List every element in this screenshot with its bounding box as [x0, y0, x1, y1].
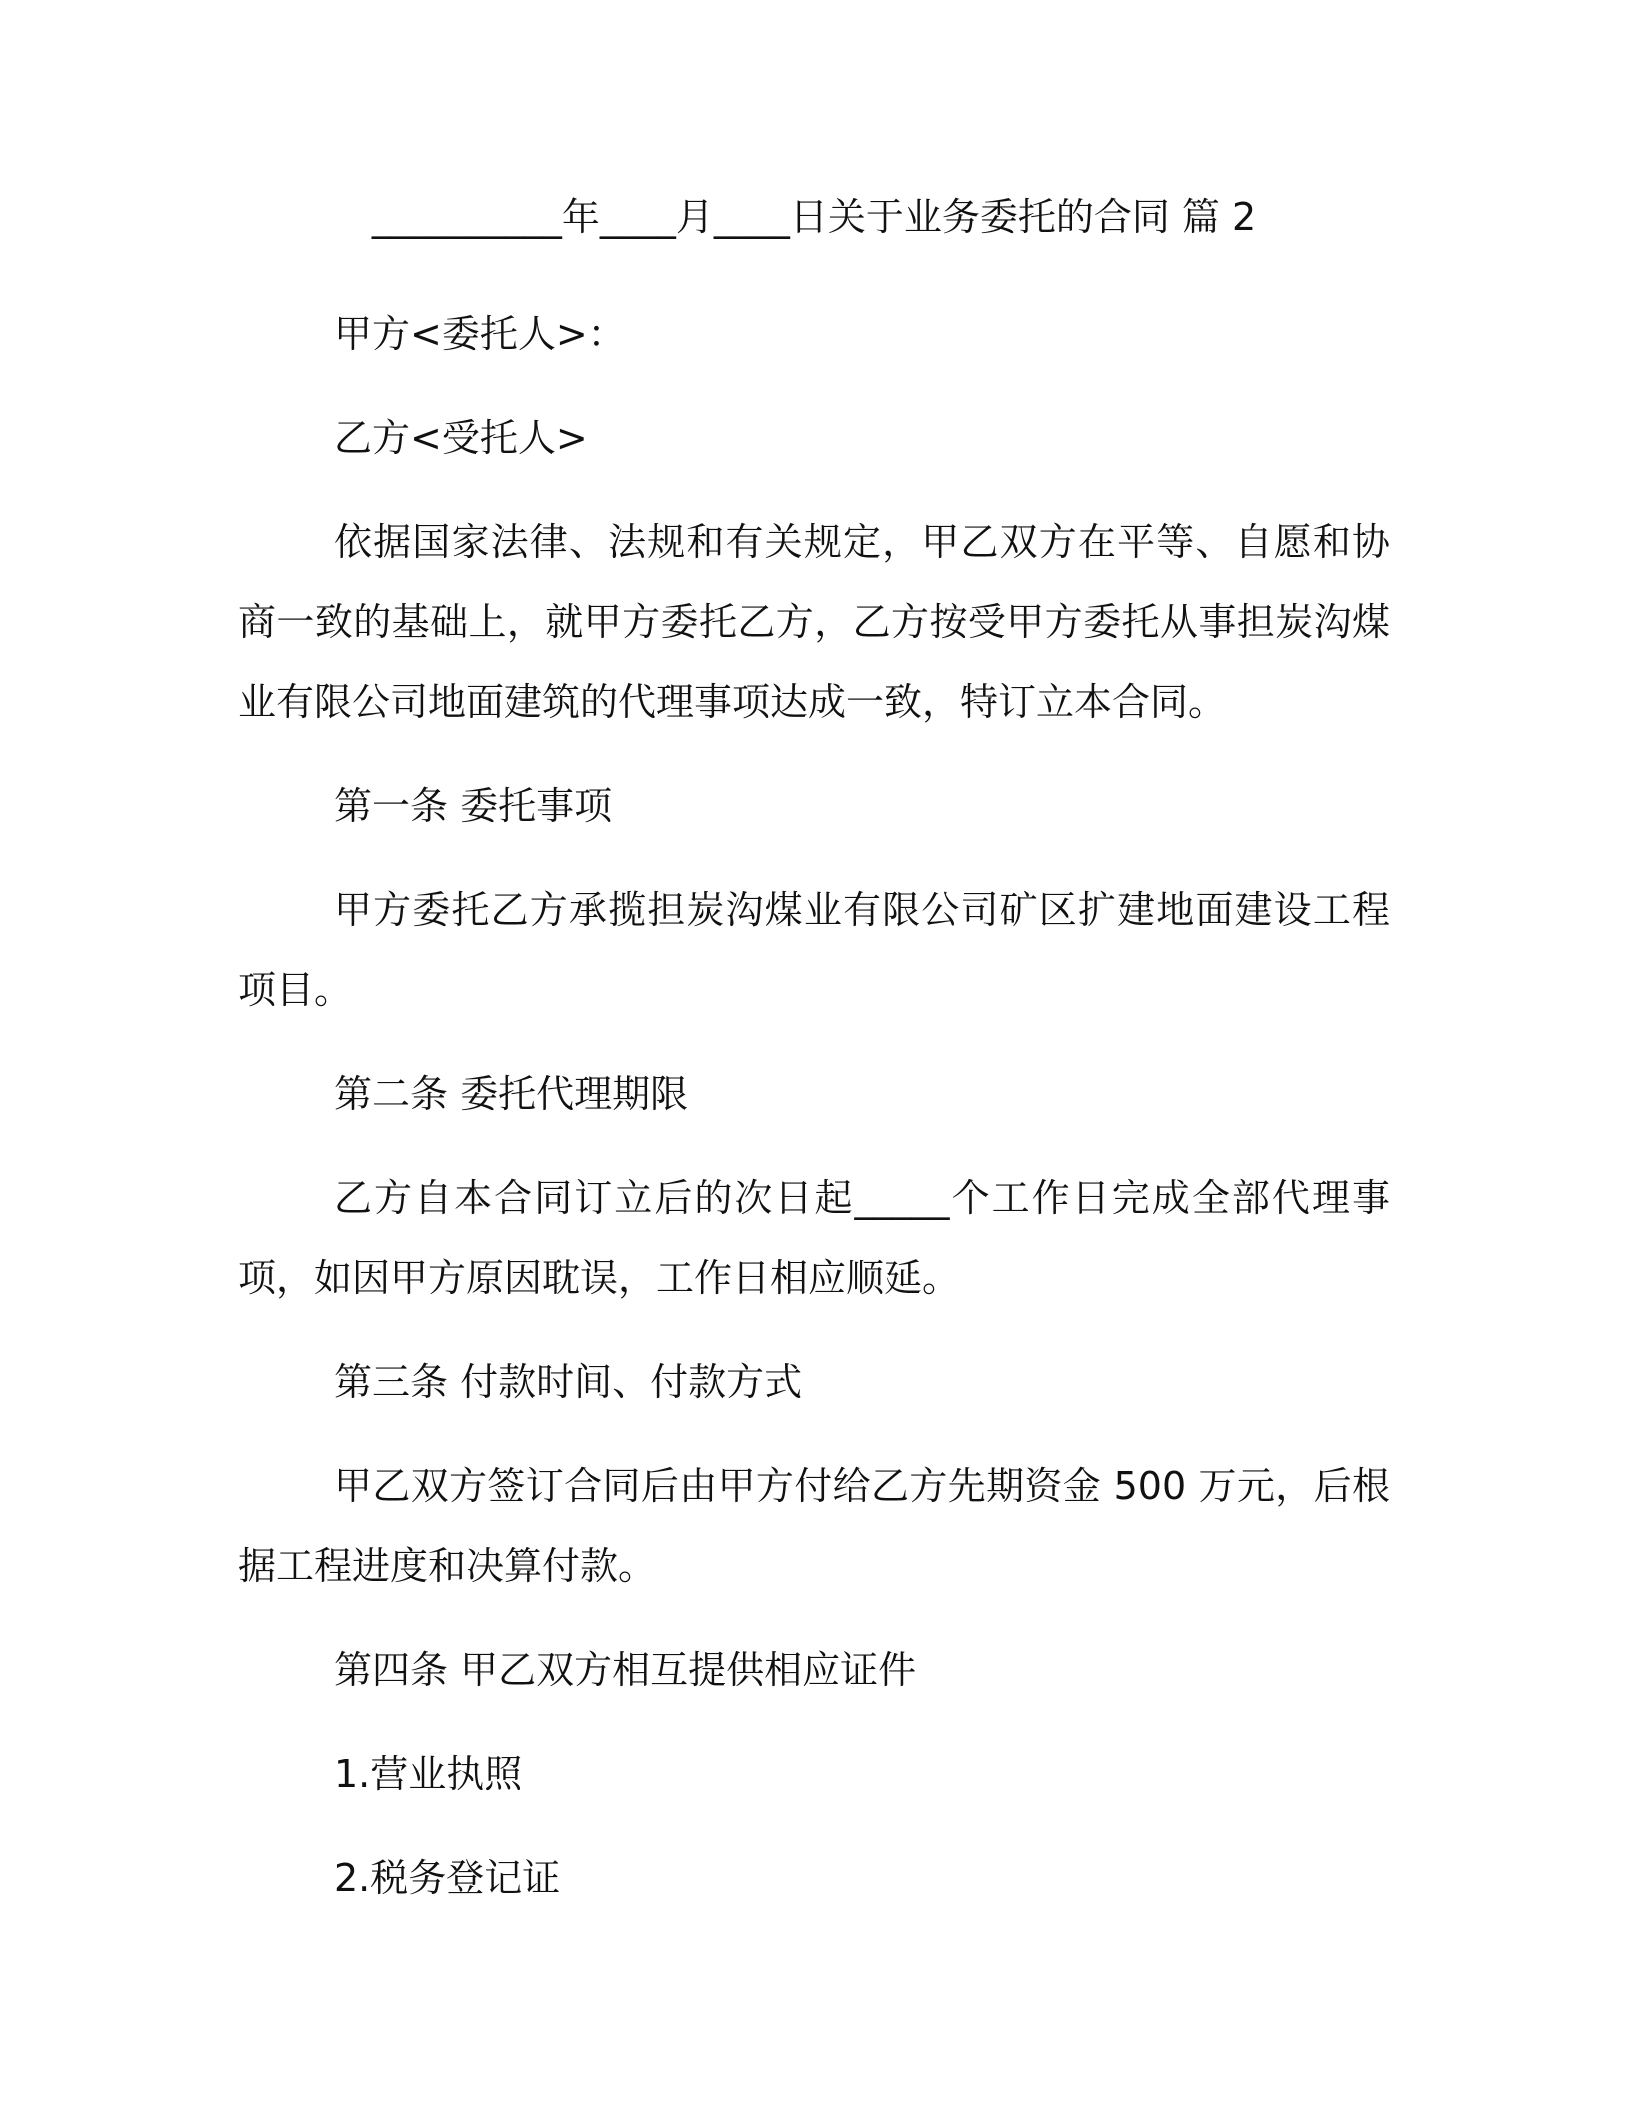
article-1-body: 甲方委托乙方承揽担炭沟煤业有限公司矿区扩建地面建设工程项目。 [238, 888, 1390, 1012]
article-4-heading: 第四条 甲乙双方相互提供相应证件 [334, 1648, 917, 1692]
article-3-body: 甲乙双方签订合同后由甲方付给乙方先期资金 500 万元，后根据工程进度和决算付款。 [238, 1464, 1390, 1588]
article-2-body: 乙方自本合同订立后的次日起_____个工作日完成全部代理事项，如因甲方原因耽误，工作日相应顺延。 [238, 1176, 1390, 1300]
party-b-line: 乙方<受托人> [334, 416, 588, 460]
preamble-paragraph: 依据国家法律、法规和有关规定，甲乙双方在平等、自愿和协商一致的基础上，就甲方委托乙方，乙方按受甲方委托从事担炭沟煤业有限公司地面建筑的代理事项达成一致，特订立本合同。 [238, 520, 1390, 724]
list-item-tax-registration: 2.税务登记证 [334, 1856, 561, 1900]
list-item-business-license: 1.营业执照 [334, 1752, 523, 1796]
article-1-heading: 第一条 委托事项 [334, 784, 613, 828]
document-body [238, 190, 1390, 1942]
document-title: __________年____月____日关于业务委托的合同 篇 2 [371, 195, 1257, 239]
article-2-heading: 第二条 委托代理期限 [334, 1072, 689, 1116]
article-3-heading: 第三条 付款时间、付款方式 [334, 1360, 803, 1404]
party-a-line: 甲方<委托人>： [334, 312, 626, 356]
